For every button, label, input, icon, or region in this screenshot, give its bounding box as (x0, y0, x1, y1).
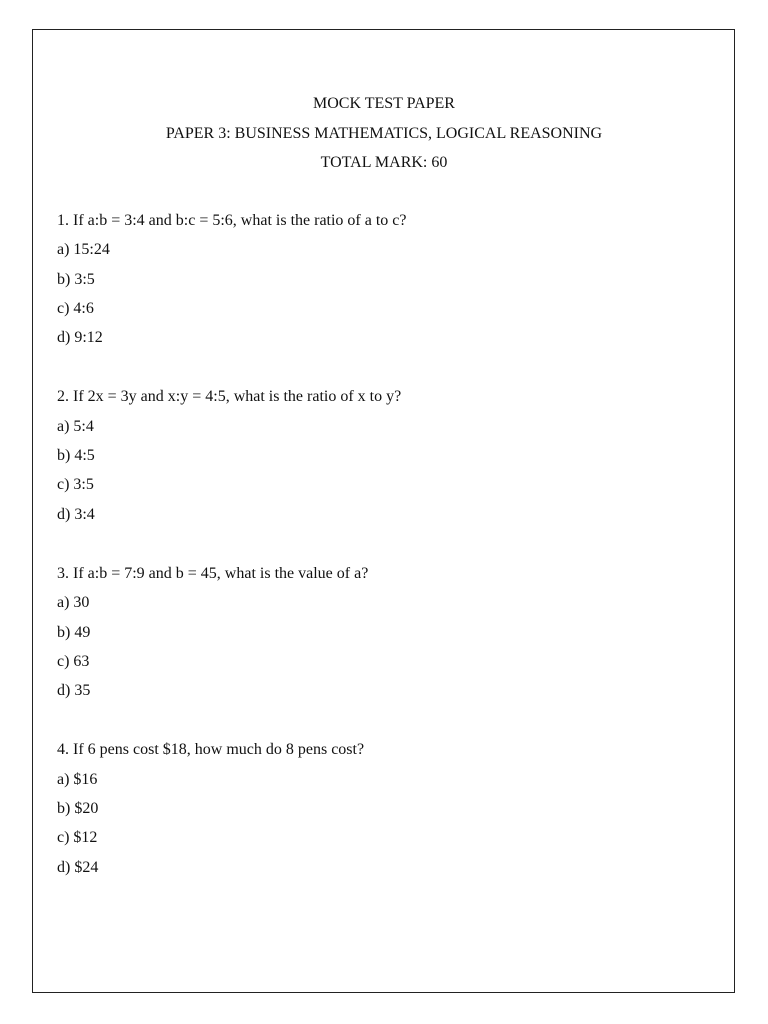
question-2 (57, 387, 697, 533)
option-a: a) 5:4 (57, 417, 94, 435)
option-b: b) 49 (57, 623, 91, 641)
option-c: c) $12 (57, 829, 98, 847)
total-marks: TOTAL MARK: 60 (320, 154, 448, 171)
question-3 (57, 564, 697, 710)
option-a: a) 30 (57, 594, 90, 612)
option-c: c) 3:5 (57, 476, 94, 494)
option-d: d) 3:4 (57, 505, 95, 523)
option-a: a) $16 (57, 770, 98, 788)
question-stem: 1. If a:b = 3:4 and b:c = 5:6, what is the ratio of a to c? (57, 212, 407, 229)
option-a: a) 15:24 (57, 241, 110, 259)
question-list (57, 211, 697, 917)
option-b: b) 3:5 (57, 270, 95, 288)
option-c: c) 4:6 (57, 299, 94, 317)
question-4 (57, 740, 697, 886)
question-stem: 4. If 6 pens cost $18, how much do 8 pens cost? (57, 741, 365, 759)
paper-subject: PAPER 3: BUSINESS MATHEMATICS, LOGICAL REASONING (165, 124, 603, 142)
option-b: b) $20 (57, 800, 99, 818)
question-stem: 3. If a:b = 7:9 and b = 45, what is the value of a? (57, 564, 369, 582)
option-b: b) 4:5 (57, 447, 95, 465)
option-c: c) 63 (57, 652, 90, 670)
question-stem: 2. If 2x = 3y and x:y = 4:5, what is the ratio of x to y? (57, 388, 402, 406)
document-title: MOCK TEST PAPER (313, 95, 455, 112)
question-1 (57, 211, 697, 357)
option-d: d) 9:12 (57, 329, 103, 347)
option-d: d) $24 (57, 858, 99, 876)
paper-header (0, 94, 768, 183)
option-d: d) 35 (57, 682, 91, 700)
